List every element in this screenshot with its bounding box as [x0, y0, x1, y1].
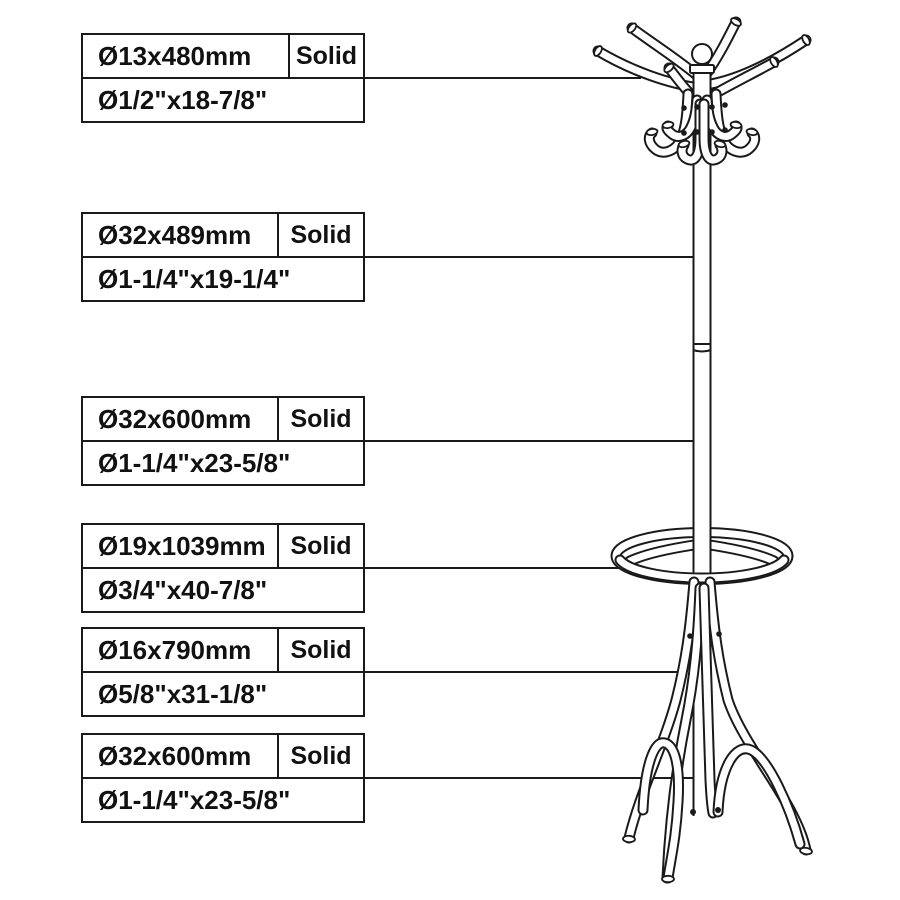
- spec-box-1: [81, 33, 365, 123]
- imperial-dimension-label: Ø1/2"x18-7/8": [98, 84, 268, 115]
- material-type-label: Solid: [277, 629, 363, 671]
- spec-row-imperial: [83, 258, 363, 300]
- material-type-label: Solid: [288, 35, 363, 77]
- spec-row-metric: [83, 35, 363, 79]
- metric-dimension-label: Ø32x489mm: [98, 219, 252, 250]
- spec-box-5: [81, 627, 365, 717]
- imperial-dimension-label: Ø5/8"x31-1/8": [98, 678, 268, 709]
- spec-row-metric: [83, 735, 363, 779]
- spec-box-6: [81, 733, 365, 823]
- spec-box-2: [81, 212, 365, 302]
- material-type-label: Solid: [277, 735, 363, 777]
- spec-row-imperial: [83, 673, 363, 715]
- metric-dimension-label: Ø32x600mm: [98, 403, 252, 434]
- spec-row-imperial: [83, 779, 363, 821]
- spec-row-imperial: [83, 569, 363, 611]
- imperial-dimension-label: Ø1-1/4"x19-1/4": [98, 263, 291, 294]
- metric-dimension-label: Ø16x790mm: [98, 634, 252, 665]
- metric-dimension-label: Ø19x1039mm: [98, 530, 266, 561]
- imperial-dimension-label: Ø1-1/4"x23-5/8": [98, 447, 291, 478]
- spec-box-4: [81, 523, 365, 613]
- material-type-label: Solid: [277, 525, 363, 567]
- metric-dimension-label: Ø13x480mm: [98, 40, 252, 71]
- spec-row-imperial: [83, 442, 363, 484]
- imperial-dimension-label: Ø1-1/4"x23-5/8": [98, 784, 291, 815]
- spec-row-metric: [83, 629, 363, 673]
- spec-row-imperial: [83, 79, 363, 121]
- spec-row-metric: [83, 525, 363, 569]
- imperial-dimension-label: Ø3/4"x40-7/8": [98, 574, 268, 605]
- material-type-label: Solid: [277, 214, 363, 256]
- legs-group: [629, 582, 806, 878]
- metric-dimension-label: Ø32x600mm: [98, 740, 252, 771]
- spec-row-metric: [83, 214, 363, 258]
- spec-row-metric: [83, 398, 363, 442]
- spec-box-3: [81, 396, 365, 486]
- finial-ball: [690, 44, 714, 73]
- material-type-label: Solid: [277, 398, 363, 440]
- leader-lines: [365, 78, 708, 778]
